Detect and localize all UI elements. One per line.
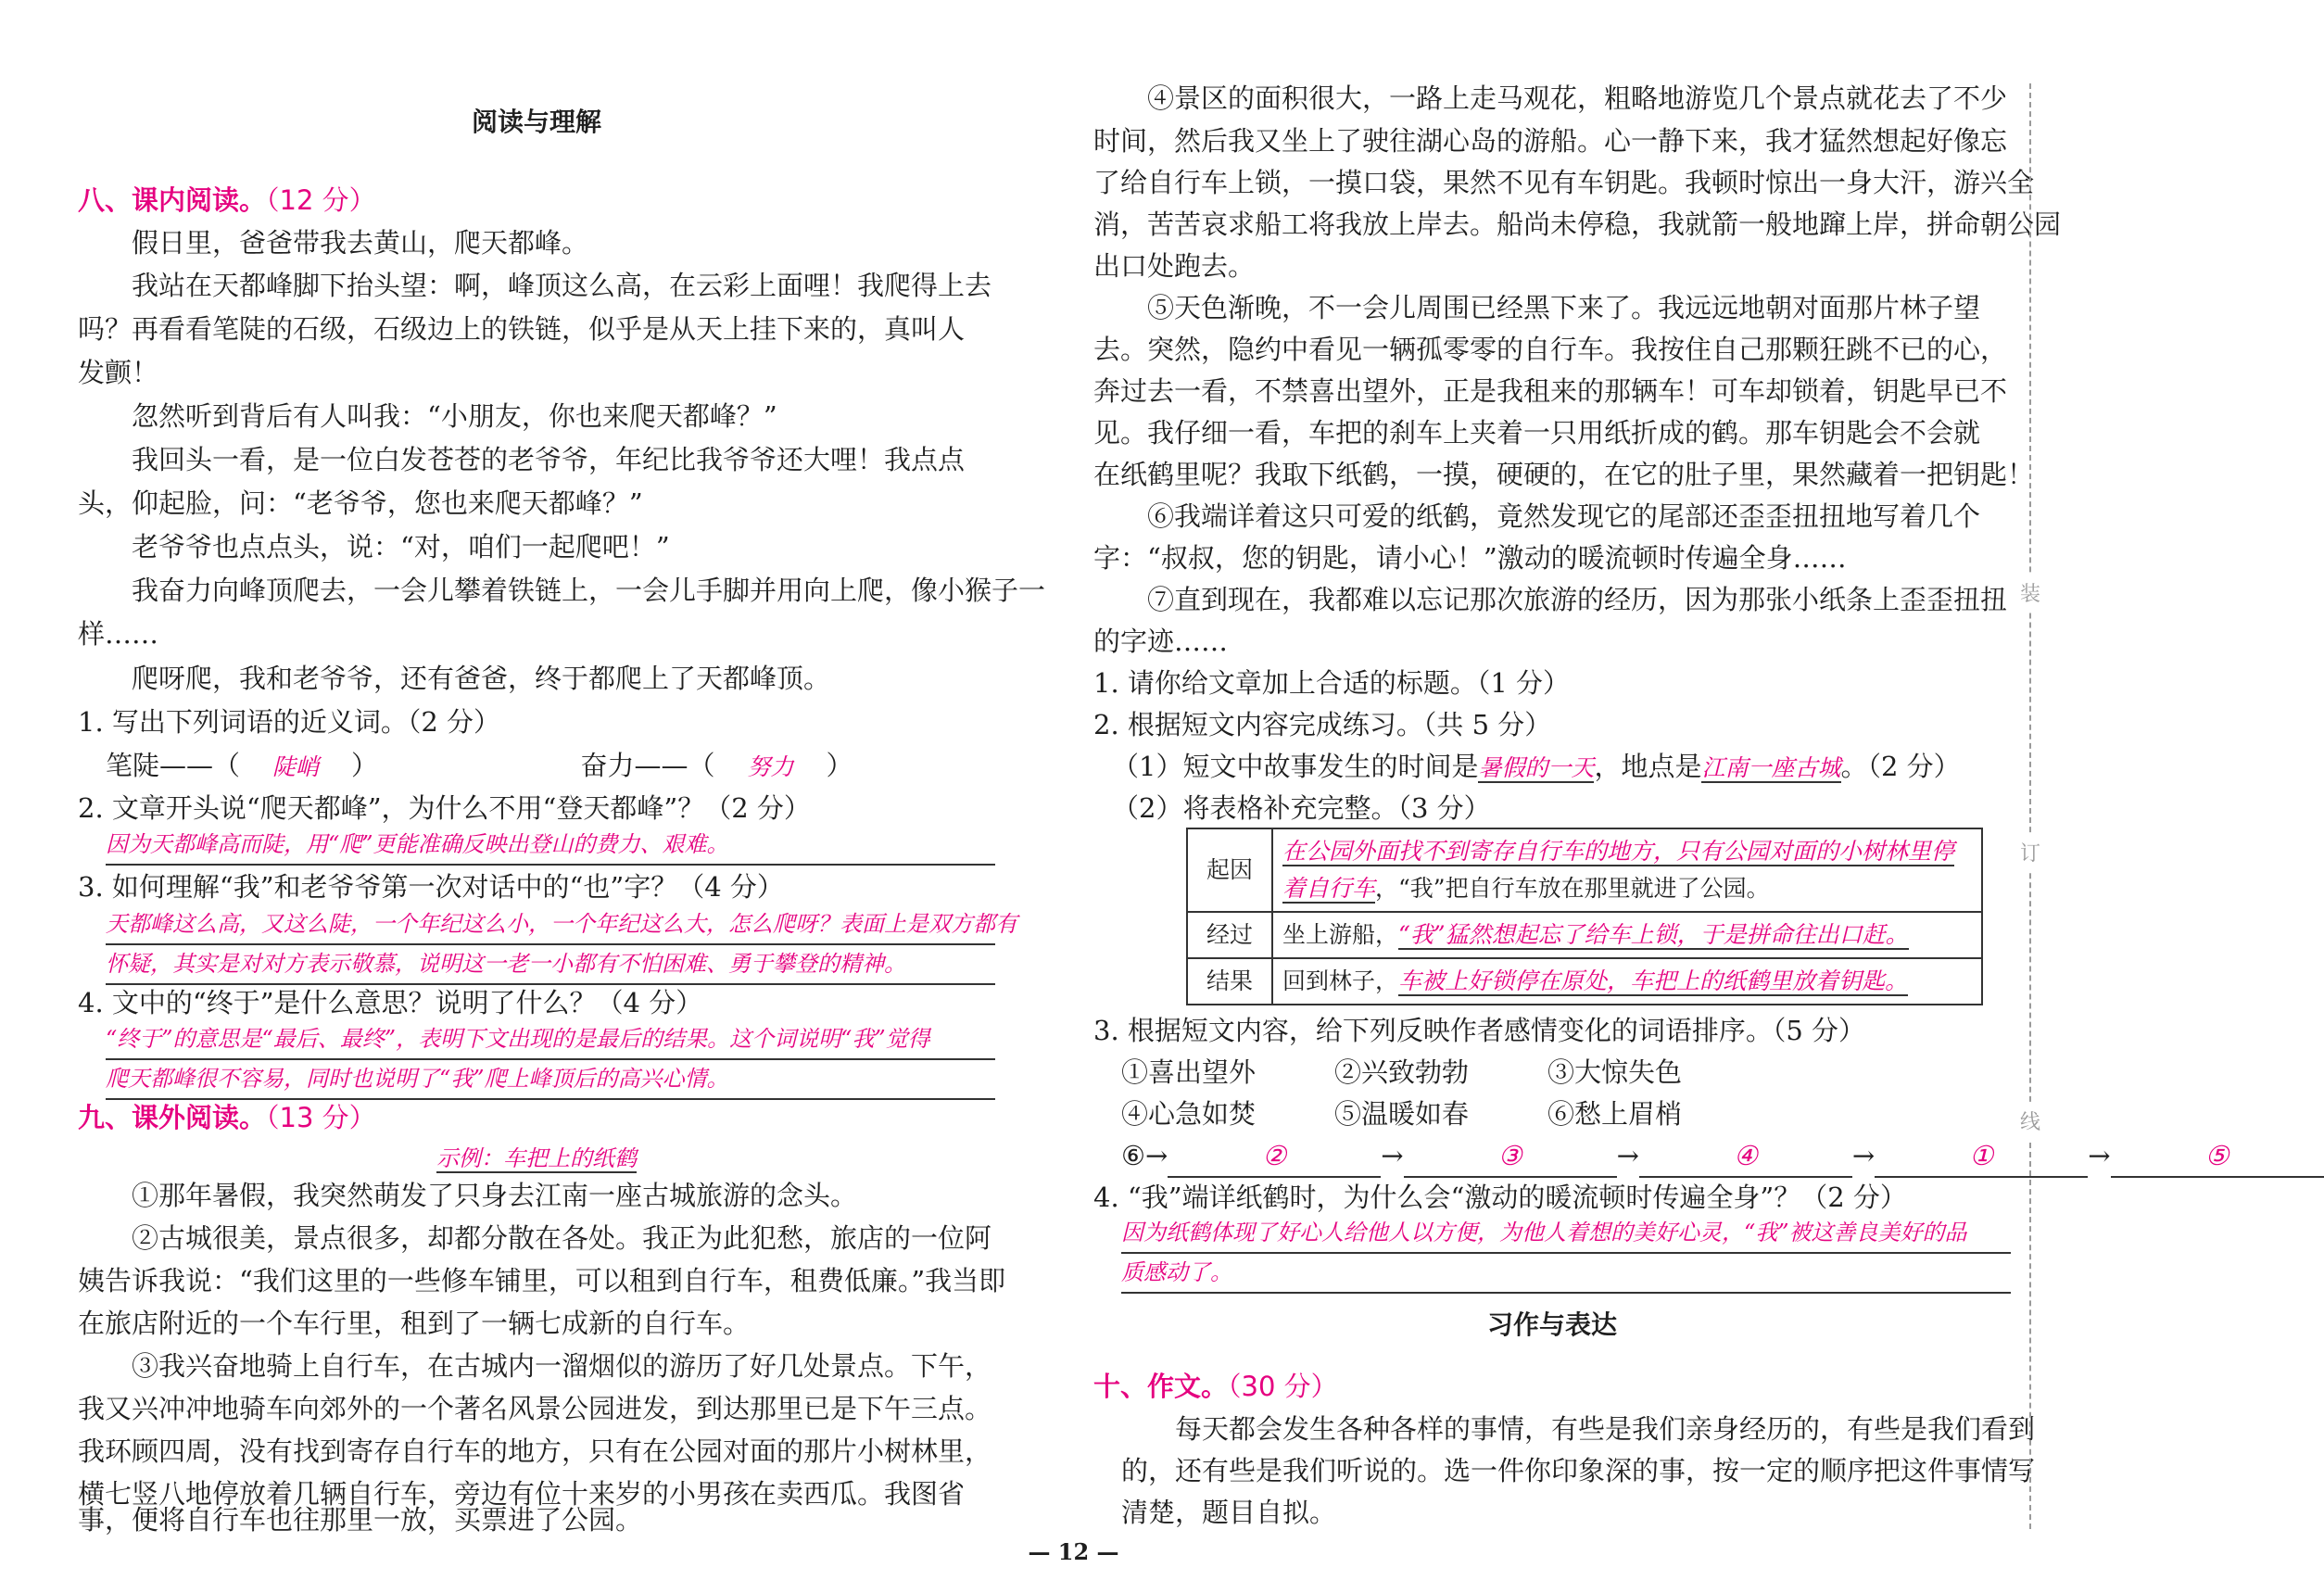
passage3-line: 在纸鹤里呢？我取下纸鹤，一摸，硬硬的，在它的肚子里，果然藏着一把钥匙！ [1093,459,2035,490]
synonym-answer-b: 努力 [747,753,794,780]
margin-char: 线 [2020,1103,2040,1139]
passage1-line: 爬呀爬，我和老爷爷，还有爸爸，终于都爬上了天都峰顶。 [132,663,831,694]
question-r2-1: （1）短文中故事发生的时间是暑假的一天，地点是江南一座古城。（2 分） [1112,751,1961,782]
passage1-line: 头，仰起脸，问：“老爷爷，您也来爬天都峰？” [78,487,643,519]
cause-table [1186,828,1983,1005]
passage3-line: 见。我仔细一看，车把的刹车上夹着一只用纸折成的鹤。那车钥匙会不会就 [1093,417,1981,449]
table-row [1187,958,1982,1005]
synonym-answer-a: 陡峭 [272,753,320,780]
passage1-line: 假日里，爸爸带我去黄山，爬天都峰。 [132,227,589,259]
answer-2: 因为天都峰高而陡，用“爬”更能准确反映出登山的费力、艰难。 [106,826,995,866]
passage3-line: 去。突然，隐约中看见一辆孤零零的自行车。我按住自己那颗狂跳不已的心， [1093,334,2008,365]
passage2-line: 横七竖八地停放着几辆自行车，旁边有位十来岁的小男孩在卖西瓜。我图省 [78,1478,966,1510]
cause-cell: 在公园外面找不到寄存自行车的地方，只有公园对面的小树林里停 着自行车，“我”把自行车放在那里就进了公园。 [1272,828,1982,912]
reading-heading: 阅读与理解 [471,107,601,137]
answer-4: “终于”的意思是“最后、最终”，表明下文出现的是最后的结果。这个词说明“我”觉得 爬天都峰很不容易，同时也说明了“我”爬上峰顶后的高兴心情。 [106,1020,995,1100]
passage1-line: 我站在天都峰脚下抬头望：啊，峰顶这么高，在云彩上面哩！我爬得上去 [132,270,992,301]
passage1-line: 发颤！ [78,357,159,388]
passage2-line: 我又兴冲冲地骑车向郊外的一个著名风景公园进发，到达那里已是下午三点。 [78,1393,992,1424]
passage3-line: ④景区的面积很大，一路上走马观花，粗略地游览几个景点就花去了不少 [1147,82,2008,114]
cause-label: 起因 [1187,828,1272,912]
passage2-line: 姨告诉我说：“我们这里的一些修车铺里，可以租到自行车，租费低廉。”我当即 [78,1265,1006,1296]
options-row-1 [1121,1052,1761,1093]
binding-cut-line [2029,83,2031,1529]
order-answer: ⑤ [2111,1135,2324,1178]
sample-title: 示例：车把上的纸鹤 [436,1145,637,1171]
section-9-title: 九、课外阅读。（13 分） [78,1102,376,1133]
passage2-line: ①那年暑假，我突然萌发了只身去江南一座古城旅游的念头。 [132,1180,858,1211]
passage1-line: 吗？再看看笔陡的石级，石级边上的铁链，似乎是从天上挂下来的，真叫人 [78,313,966,345]
passage3-line: 字：“叔叔，您的钥匙，请小心！”激动的暖流顿时传遍全身…… [1093,542,1847,574]
question-r2-2: （2）将表格补充完整。（3 分） [1112,792,1491,824]
passage3-line: 时间，然后我又坐上了驶往湖心岛的游船。心一静下来，我才猛然想起好像忘 [1093,125,2008,157]
passage2-line: ③我兴奋地骑上自行车，在古城内一溜烟似的游历了好几处景点。下午， [132,1350,992,1382]
passage2-line: 事，便将自行车也往那里一放，买票进了公园。 [78,1504,643,1536]
essay-prompt-line: 每天都会发生各种各样的事情，有些是我们亲身经历的，有些是我们看到 [1175,1413,2036,1445]
order-answer: ① [1875,1135,2088,1178]
process-cell: 坐上游船，“我”猛然想起忘了给车上锁，于是拼命往出口赶。 [1272,912,1982,958]
order-sequence: ⑥→ ② → ③ → ④ → ① → ⑤ [1121,1135,2324,1178]
synonym-word-a: 笔陡——（ [106,750,241,781]
passage3-line: ⑥我端详着这只可爱的纸鹤，竟然发现它的尾部还歪歪扭扭地写着几个 [1147,500,1981,532]
question-2: 2. 文章开头说“爬天都峰”，为什么不用“登天都峰”？（2 分） [78,792,811,824]
question-3: 3. 如何理解“我”和老爷爷第一次对话中的“也”字？（4 分） [78,871,784,903]
question-r4: 4. “我”端详纸鹤时，为什么会“激动的暖流顿时传遍全身”？（2 分） [1093,1182,1907,1213]
passage3-line: 出口处跑去。 [1093,250,1256,282]
order-answer: ③ [1404,1135,1617,1178]
passage3-line: 奔过去一看，不禁喜出望外，正是我租来的那辆车！可车却锁着，钥匙早已不 [1093,375,2008,407]
option: ①喜出望外 [1121,1056,1257,1088]
essay-prompt-line: 清楚，题目自拟。 [1121,1497,1337,1528]
process-label: 经过 [1187,912,1272,958]
question-4: 4. 文中的“终于”是什么意思？说明了什么？（4 分） [78,987,703,1018]
passage1-line: 我回头一看，是一位白发苍苍的老爷爷，年纪比我爷爷还大哩！我点点 [132,444,966,475]
options-row-2 [1121,1094,1761,1134]
essay-prompt-line: 的，还有些是我们听说的。选一件你印象深的事，按一定的顺序把这件事情写 [1121,1455,2036,1486]
option: ③大惊失色 [1547,1056,1683,1088]
question-1: 1. 写出下列词语的近义词。（2 分） [78,706,501,738]
margin-char: 装 [2020,575,2040,611]
answer-3: 天都峰这么高，又这么陡，一个年纪这么小，一个年纪这么大，怎么爬呀？表面上是双方都有 怀疑，其实是对对方表示敬慕，说明这一老一小都有不怕困难、勇于攀登的精神。 [106,905,995,985]
option: ④心急如焚 [1121,1098,1257,1130]
passage3-line: 了给自行车上锁，一摸口袋，果然不见有车钥匙。我顿时惊出一身大汗，游兴全 [1093,167,2035,198]
order-answer: ② [1168,1135,1381,1178]
table-row [1187,912,1982,958]
passage2-line: 在旅店附近的一个车行里，租到了一辆七成新的自行车。 [78,1308,751,1339]
option: ②兴致勃勃 [1334,1056,1470,1088]
synonym-row: 笔陡——（ 陡峭 ） 奋力——（ 努力 ） [106,745,995,788]
option: ⑤温暖如春 [1334,1098,1470,1130]
section-8-title: 八、课内阅读。（12 分） [78,184,376,216]
passage1-line: 忽然听到背后有人叫我：“小朋友，你也来爬天都峰？” [132,400,777,432]
option: ⑥愁上眉梢 [1547,1098,1683,1130]
synonym-word-b: 奋力——（ [580,750,715,781]
passage2-line: ②古城很美，景点很多，却都分散在各处。我正为此犯愁，旅店的一位阿 [132,1222,992,1254]
answer-time: 暑假的一天 [1478,754,1595,781]
question-r1: 1. 请你给文章加上合适的标题。（1 分） [1093,667,1571,699]
result-label: 结果 [1187,958,1272,1005]
writing-heading: 习作与表达 [1486,1309,1617,1340]
margin-char: 订 [2020,834,2040,870]
question-r2: 2. 根据短文内容完成练习。（共 5 分） [1093,709,1552,740]
passage3-line: ⑤天色渐晚，不一会儿周围已经黑下来了。我远远地朝对面那片林子望 [1147,292,1981,323]
passage2-line: 我环顾四周，没有找到寄存自行车的地方，只有在公园对面的那片小树林里， [78,1435,992,1467]
passage3-line: 消，苦苦哀求船工将我放上岸去。船尚未停稳，我就箭一般地蹿上岸，拼命朝公园 [1093,209,2062,240]
passage1-line: 我奋力向峰顶爬去，一会儿攀着铁链上，一会儿手脚并用向上爬，像小猴子一 [132,575,1046,606]
passage1-line: 样…… [78,618,159,650]
section-10-title: 十、作文。（30 分） [1093,1371,1338,1402]
passage1-line: 老爷爷也点点头，说：“对，咱们一起爬吧！” [132,531,670,563]
order-answer: ④ [1639,1135,1852,1178]
question-r3: 3. 根据短文内容，给下列反映作者感情变化的词语排序。（5 分） [1093,1015,1866,1046]
page-number: — 12 — [1028,1538,1119,1565]
result-cell: 回到林子，车被上好锁停在原处，车把上的纸鹤里放着钥匙。 [1272,958,1982,1005]
answer-r4: 因为纸鹤体现了好心人给他人以方便，为他人着想的美好心灵，“我”被这善良美好的品 质感动了。 [1121,1214,2011,1294]
answer-place: 江南一座古城 [1701,754,1841,781]
passage3-line: ⑦直到现在，我都难以忘记那次旅游的经历，因为那张小纸条上歪歪扭扭 [1147,584,2008,615]
passage3-line: 的字迹…… [1093,626,1229,657]
table-row [1187,828,1982,912]
